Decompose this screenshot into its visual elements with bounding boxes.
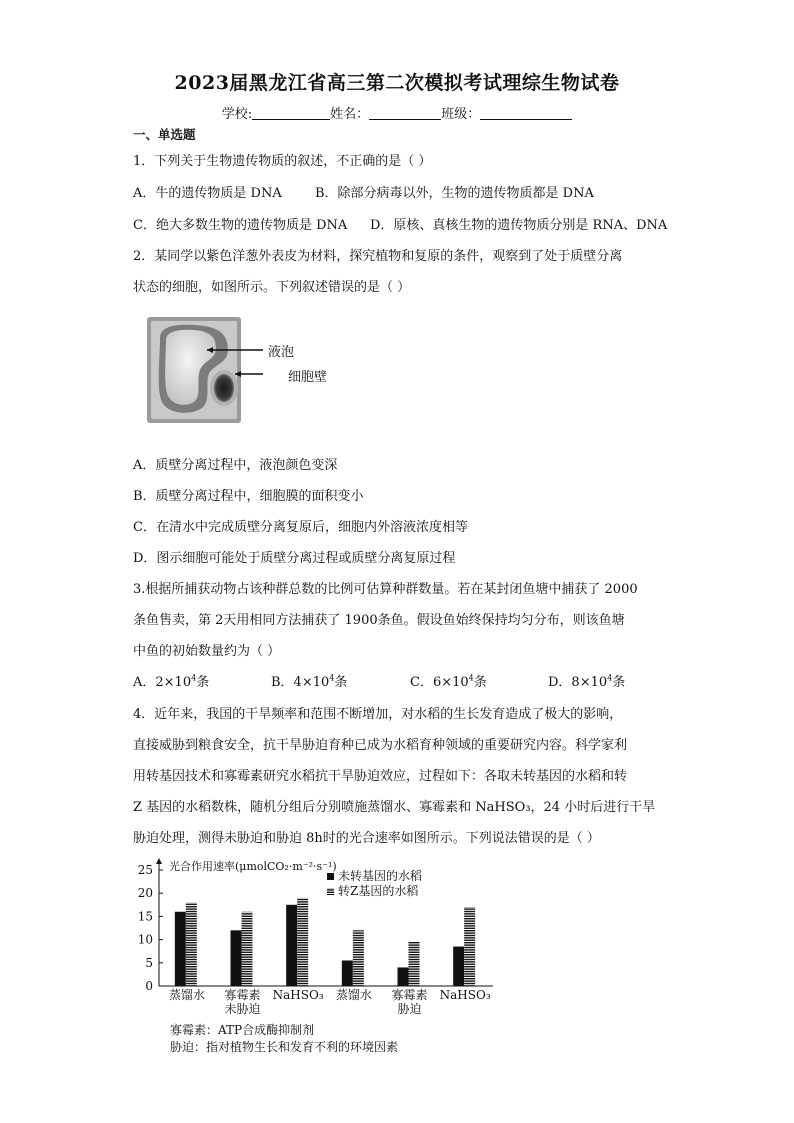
q1-option-c: C．绝大多数生物的遗传物质是 DNA bbox=[133, 218, 348, 233]
bar-1-5 bbox=[464, 907, 475, 986]
q2-option-c: C．在清水中完成质壁分离复原后，细胞内外溶液浓度相等 bbox=[133, 520, 468, 535]
y-tick-label: 20 bbox=[137, 886, 153, 901]
group-label: 未胁迫 bbox=[224, 1002, 261, 1016]
y-tick-label: 0 bbox=[145, 979, 153, 993]
q2-stem-line1: 2．某同学以紫色洋葱外表皮为材料，探究植物和复原的条件，观察到了处于质壁分离 bbox=[133, 249, 623, 264]
bar-1-2 bbox=[297, 898, 308, 986]
school-label: 学校: bbox=[221, 107, 253, 122]
q1-stem: 1．下列关于生物遗传物质的叙述，不正确的是（ ） bbox=[133, 154, 432, 169]
bar-0-1 bbox=[231, 930, 242, 986]
chart-title: 光合作用速率(μmolCO₂·m⁻²·s⁻¹) bbox=[169, 860, 337, 873]
y-tick-label: 15 bbox=[137, 909, 153, 924]
q1-option-b: B．除部分病毒以外，生物的遗传物质都是 DNA bbox=[315, 186, 594, 201]
q4-stem-line4: Z 基因的水稻数株，随机分组后分别喷施蒸馏水、寡霉素和 NaHSO₃，24 小时后进行干旱 bbox=[133, 800, 656, 815]
legend-swatch-0 bbox=[327, 873, 334, 880]
category-label: NaHSO₃ bbox=[272, 988, 324, 1002]
legend-swatch-1 bbox=[327, 888, 334, 895]
q3-stem-line1: 3.根据所捕获动物占该种群总数的比例可估算种群数量。若在某封闭鱼塘中捕获了 2000 bbox=[133, 582, 638, 597]
legend-label-0: 未转基因的水稻 bbox=[338, 869, 423, 883]
bar-0-5 bbox=[453, 947, 464, 986]
q4-stem-line3: 用转基因技术和寡霉素研究水稻抗干旱胁迫效应，过程如下：各取未转基因的水稻和转 bbox=[133, 769, 628, 784]
category-label: 蒸馏水 bbox=[335, 988, 372, 1002]
bar-1-4 bbox=[409, 942, 420, 986]
q4-stem-line5: 胁迫处理，测得未胁迫和胁迫 8h时的光合速率如图所示。下列说法错误的是（ ） bbox=[133, 831, 600, 846]
school-blank[interactable] bbox=[252, 107, 330, 120]
class-blank[interactable] bbox=[480, 107, 572, 120]
label-cell-wall: 细胞壁 bbox=[288, 370, 328, 385]
q3-option-d: D．$8\times 10^4$条 bbox=[548, 673, 626, 690]
q2-option-a: A．质壁分离过程中，液泡颜色变深 bbox=[133, 458, 338, 473]
y-axis-arrow-icon bbox=[156, 858, 162, 864]
bar-0-2 bbox=[286, 905, 297, 986]
q4-stem-line2: 直接威胁到粮食安全，抗干旱胁迫育种已成为水稻育种领域的重要研究内容。科学家利 bbox=[133, 738, 628, 753]
class-label: 班级： bbox=[441, 107, 481, 122]
y-tick-label: 25 bbox=[137, 863, 153, 877]
q3-stem-line3: 中鱼的初始数量约为（ ） bbox=[133, 644, 281, 659]
exam-title: 2023届黑龙江省高三第二次模拟考试理综生物试卷 bbox=[174, 72, 620, 94]
q2-stem-line2: 状态的细胞，如图所示。下列叙述错误的是（ ） bbox=[133, 280, 411, 295]
q4-stem-line1: 4．近年来，我国的干旱频率和范围不断增加，对水稻的生长发育造成了极大的影响， bbox=[133, 707, 623, 722]
group-label: 胁迫 bbox=[397, 1002, 422, 1016]
q3-stem-line2: 条鱼售卖，第 2天用相同方法捕获了 1900条鱼。假设鱼始终保持均匀分布，则该鱼塘 bbox=[133, 613, 625, 628]
bar-0-4 bbox=[398, 967, 409, 986]
category-label: 寡霉素 bbox=[224, 988, 261, 1002]
photosynthesis-bar-chart bbox=[131, 858, 501, 1016]
note-oligomycin: 寡霉素：ATP合成酶抑制剂 bbox=[170, 1023, 315, 1037]
bar-1-0 bbox=[186, 902, 197, 986]
student-info-line bbox=[0, 103, 794, 122]
q3-option-a: A．$2\times 10^4$条 bbox=[133, 673, 210, 690]
bar-1-1 bbox=[242, 912, 253, 986]
y-tick-label: 5 bbox=[145, 955, 153, 970]
q1-option-a: A．牛的遗传物质是 DNA bbox=[133, 186, 282, 201]
q1-option-d: D．原核、真核生物的遗传物质分别是 RNA、DNA bbox=[370, 218, 668, 233]
section-heading: 一、单选题 bbox=[133, 127, 196, 142]
q2-option-d: D．图示细胞可能处于质壁分离过程或质壁分离复原过程 bbox=[133, 551, 456, 566]
note-stress: 胁迫：指对植物生长和发育不利的环境因素 bbox=[170, 1040, 399, 1054]
name-label: 姓名： bbox=[330, 107, 370, 122]
q3-option-b: B．$4\times 10^4$条 bbox=[271, 673, 348, 690]
q3-option-c: C．$6\times 10^4$条 bbox=[410, 673, 487, 690]
q2-option-b: B．质壁分离过程中，细胞膜的面积变小 bbox=[133, 489, 364, 504]
legend-label-1: 转Z基因的水稻 bbox=[338, 884, 419, 898]
bar-0-0 bbox=[175, 912, 186, 986]
y-tick-label: 10 bbox=[137, 932, 153, 947]
category-label: 寡霉素 bbox=[391, 988, 428, 1002]
bar-0-3 bbox=[342, 960, 353, 986]
category-label: 蒸馏水 bbox=[168, 988, 205, 1002]
bar-1-3 bbox=[353, 930, 364, 986]
figure-pointer-lines bbox=[205, 340, 267, 378]
label-vacuole: 液泡 bbox=[268, 345, 295, 360]
category-label: NaHSO₃ bbox=[439, 988, 491, 1002]
name-blank[interactable] bbox=[369, 107, 441, 120]
nucleus-icon bbox=[214, 374, 234, 402]
